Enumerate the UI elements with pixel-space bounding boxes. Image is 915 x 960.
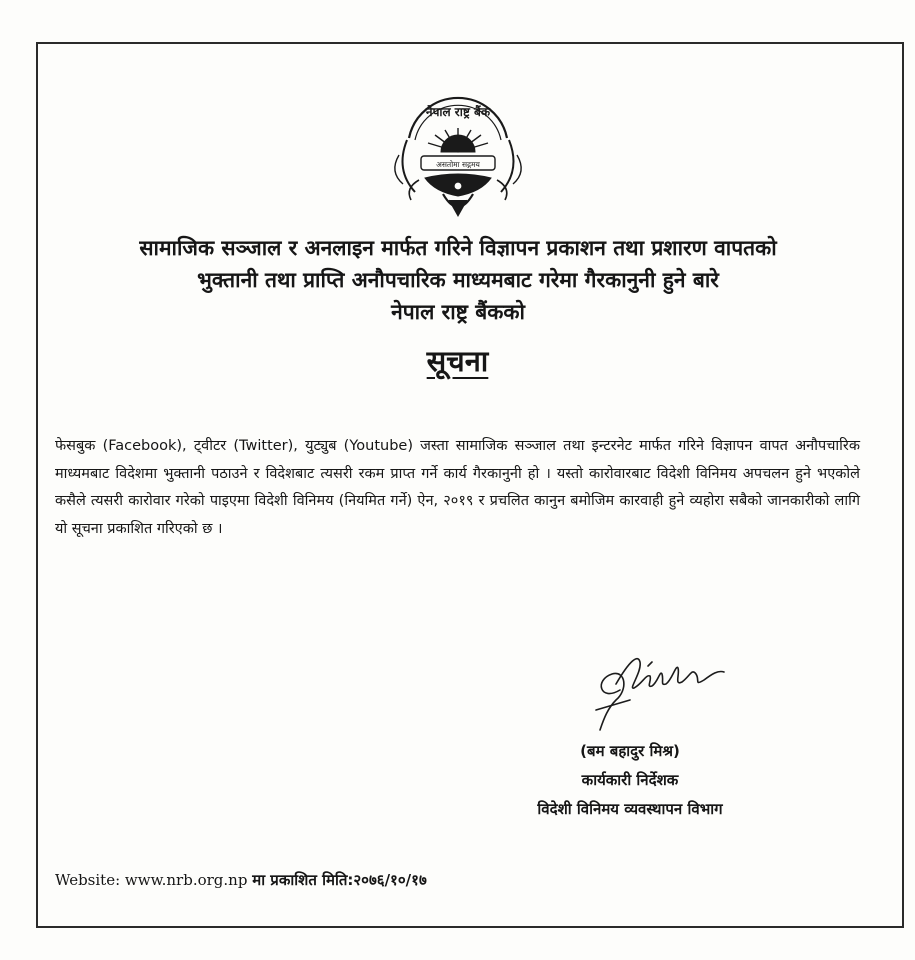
title-line-2: भुक्तानी तथा प्राप्ति अनौपचारिक माध्यमबाट गरेमा गैरकानुनी हुने बारे [197,268,719,292]
seal-motto: असतोमा सद्गमय [436,160,480,169]
title-line-1: सामाजिक सञ्जाल र अनलाइन मार्फत गरिने विज्ञापन प्रकाशन तथा प्रशारण वापतको [139,236,777,260]
notice-heading-text: सूचना [426,344,489,378]
notice-title [40,232,876,328]
footer-website: Website: www.nrb.org.np [55,871,248,889]
footer-published-date: मा प्रकाशित मिति:२०७६/१०/१७ [252,871,427,889]
notice-body: फेसबुक (Facebook), ट्वीटर (Twitter), युट्युब (Youtube) जस्ता सामाजिक सञ्जाल तथा इन्टरनेट मार्फत गरिने विज्ञापन वापत अनौपचारिक माध्यमबाट विदेशमा भुक्तानी पठाउने र विदेशबाट त्यसरी रकम प्राप्त गर्ने कार्य गैरकानुनी हो । यस्तो कारोवारबाट विदेशी विनिमय अपचलन हुने भएकोले कसैले त्यसरी कारोवार गरेको पाइएमा विदेशी विनिमय (नियमित गर्ने) ऐन, २०१९ र प्रचलित कानुन बमोजिम कारवाही हुने व्यहोरा सबैको जानकारीको लागि यो सूचना प्रकाशित गरिएको छ । [55,438,860,537]
signatory-block [480,737,780,824]
title-line-3: नेपाल राष्ट्र बैंकको [391,300,525,324]
seal-top-text: नेपाल राष्ट्र बैंक [425,105,491,119]
footer [55,870,427,890]
signatory-department: विदेशी विनिमय व्यवस्थापन विभाग [537,800,723,818]
nepal-rastra-bank-seal-icon [385,80,531,222]
notice-heading [0,338,915,384]
signatory-name: (बम बहादुर मिश्र) [580,742,680,760]
handwritten-signature-icon [590,640,730,732]
signatory-designation: कार्यकारी निर्देशक [581,771,679,789]
